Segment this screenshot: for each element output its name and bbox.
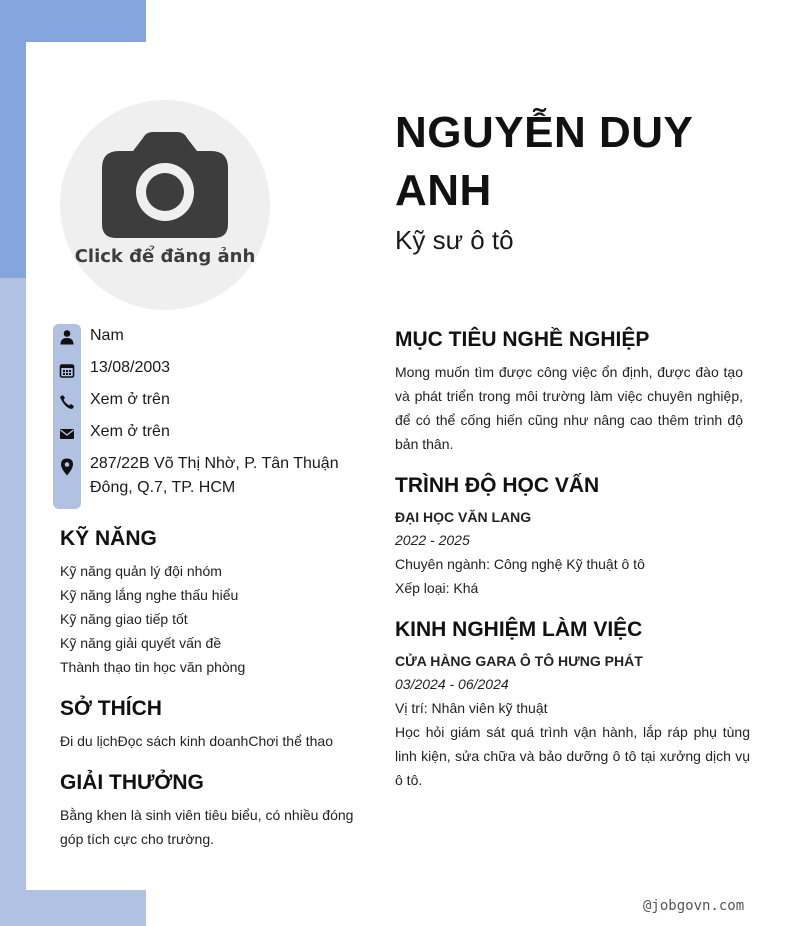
awards-text: Bằng khen là sinh viên tiêu biểu, có nhiều đóng góp tích cực cho trường. (60, 807, 354, 847)
experience-position: Vị trí: Nhân viên kỹ thuật (395, 700, 548, 716)
education-major: Chuyên ngành: Công nghệ Kỹ thuật ô tô (395, 556, 645, 572)
skill-item: Kỹ năng giải quyết vấn đề (60, 635, 222, 651)
contact-phone: Xem ở trên (90, 391, 170, 408)
photo-upload-label: Click để đăng ảnh (74, 246, 256, 267)
candidate-name: NGUYỄN DUY ANH (395, 108, 693, 215)
mail-icon (59, 426, 75, 442)
location-pin-icon (59, 458, 75, 476)
awards-heading: GIẢI THƯỞNG (60, 771, 204, 794)
experience-period: 03/2024 - 06/2024 (395, 676, 509, 692)
experience-company: CỬA HÀNG GARA Ô TÔ HƯNG PHÁT (395, 653, 643, 669)
hobbies-text: Đi du lịchĐọc sách kinh doanhChơi thể thao (60, 733, 334, 749)
hobbies-heading: SỞ THÍCH (60, 697, 162, 720)
footer-watermark: @jobgovn.com (643, 898, 745, 914)
photo-upload[interactable] (60, 100, 270, 310)
objective-heading: MỤC TIÊU NGHỀ NGHIỆP (395, 328, 650, 351)
contact-address: 287/22B Võ Thị Nhờ, P. Tân Thuận Đông, Q.7, TP. HCM (90, 455, 339, 496)
skill-item: Kỹ năng giao tiếp tốt (60, 611, 188, 627)
education-period: 2022 - 2025 (395, 532, 470, 548)
contact-icon-bar (53, 324, 81, 509)
experience-description: Học hỏi giám sát quá trình vận hành, lắp ráp phụ tùng linh kiện, sửa chữa và bảo dưỡng ô tô tại xưởng dịch vụ ô tô. (395, 724, 750, 788)
person-icon (59, 329, 75, 345)
experience-heading: KINH NGHIỆM LÀM VIỆC (395, 618, 643, 641)
education-heading: TRÌNH ĐỘ HỌC VẤN (395, 474, 600, 497)
objective-text: Mong muốn tìm được công việc ổn định, được đào tạo và phát triển trong môi trường làm việc chuyên nghiệp, để có thể cống hiến cũng như nâng cao thêm trình độ bản thân. (395, 364, 743, 452)
skills-heading: KỸ NĂNG (60, 527, 157, 550)
skill-item: Kỹ năng lắng nghe thấu hiểu (60, 587, 239, 603)
education-school: ĐẠI HỌC VĂN LANG (395, 509, 532, 525)
calendar-icon (59, 362, 75, 378)
education-grade: Xếp loại: Khá (395, 580, 479, 596)
camera-icon (102, 130, 228, 240)
phone-icon (59, 394, 75, 410)
skill-item: Thành thạo tin học văn phòng (60, 659, 246, 675)
contact-email: Xem ở trên (90, 423, 170, 440)
contact-gender: Nam (90, 327, 124, 344)
skill-item: Kỹ năng quản lý đội nhóm (60, 563, 222, 579)
job-title: Kỹ sư ô tô (395, 225, 514, 255)
contact-birthday: 13/08/2003 (90, 359, 171, 376)
